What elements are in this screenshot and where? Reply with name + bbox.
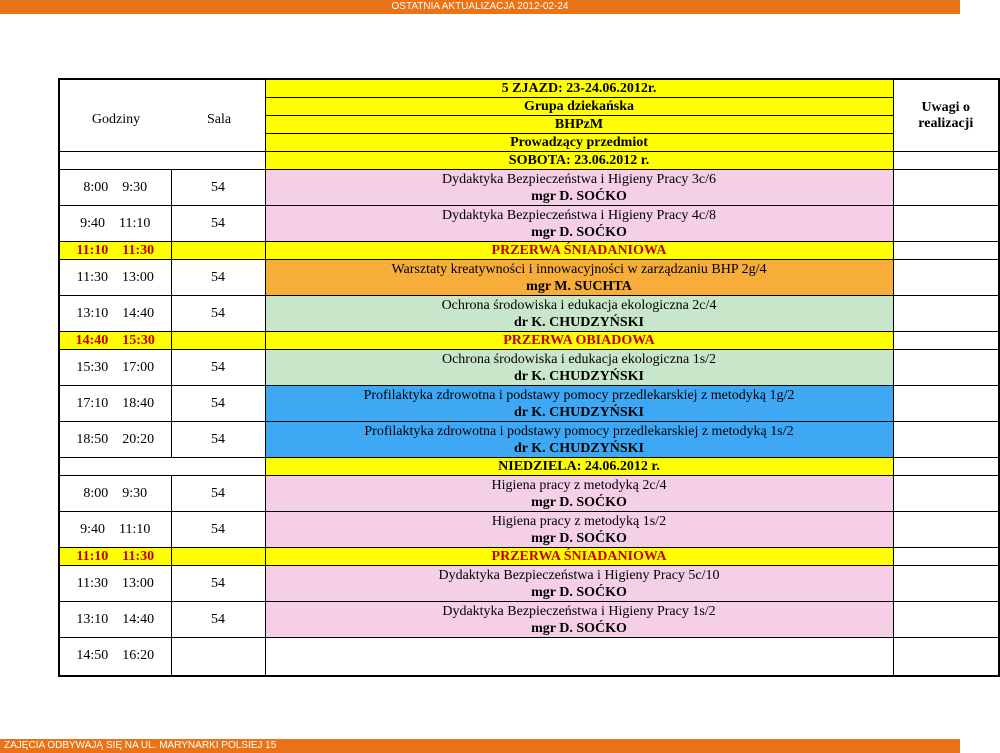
room-cell: 54	[171, 260, 265, 296]
subject-cell	[265, 512, 893, 548]
time-cell: 13:10 14:40	[59, 602, 171, 638]
uwagi-cell	[893, 602, 999, 638]
room-cell: 54	[171, 296, 265, 332]
schedule-table	[58, 78, 1000, 677]
uwagi-cell	[893, 422, 999, 458]
room-cell	[171, 548, 265, 566]
subject-cell	[265, 296, 893, 332]
schedule-row	[59, 296, 999, 332]
header-grupa: Grupa dziekańska	[265, 98, 893, 116]
uwagi-cell	[893, 566, 999, 602]
subject-name: Dydaktyka Bezpieczeństwa i Higieny Pracy 4c/8	[441, 207, 717, 223]
header-kierunek: BHPzM	[265, 116, 893, 134]
room-cell: 54	[171, 512, 265, 548]
day-spacer	[59, 152, 265, 170]
subject-cell	[265, 638, 893, 676]
day-row	[59, 152, 999, 170]
teacher-name: mgr D. SOĆKO	[531, 494, 627, 510]
time-cell: 11:30 13:00	[59, 260, 171, 296]
subject-cell	[265, 566, 893, 602]
uwagi-cell	[893, 242, 999, 260]
subject-cell	[265, 476, 893, 512]
schedule-row	[59, 332, 999, 350]
break-cell	[265, 332, 893, 350]
time-cell: 13:10 14:40	[59, 296, 171, 332]
uwagi-cell	[893, 170, 999, 206]
subject-name: Warsztaty kreatywności i innowacyjności w zarządzaniu BHP 2g/4	[391, 261, 767, 277]
zjazd-title: 5 ZJAZD: 23-24.06.2012r.	[265, 79, 893, 98]
header-uwagi: Uwagi o realizacji	[893, 79, 999, 152]
room-cell	[171, 332, 265, 350]
teacher-name: mgr D. SOĆKO	[531, 584, 627, 600]
room-cell: 54	[171, 476, 265, 512]
schedule-row	[59, 638, 999, 676]
break-label: PRZERWA OBIADOWA	[503, 333, 655, 348]
subject-name: Dydaktyka Bezpieczeństwa i Higieny Pracy 3c/6	[441, 171, 717, 187]
subject-name: Dydaktyka Bezpieczeństwa i Higieny Pracy 5c/10	[438, 567, 720, 583]
day-label: SOBOTA: 23.06.2012 r.	[265, 152, 893, 170]
break-cell	[265, 548, 893, 566]
room-cell: 54	[171, 170, 265, 206]
uwagi-cell	[893, 476, 999, 512]
subject-name: Ochrona środowiska i edukacja ekologiczna 2c/4	[441, 297, 717, 313]
schedule-row	[59, 512, 999, 548]
subject-name: Ochrona środowiska i edukacja ekologiczna 1s/2	[441, 351, 717, 367]
teacher-name: dr K. CHUDZYŃSKI	[513, 440, 645, 456]
teacher-name: dr K. CHUDZYŃSKI	[513, 368, 645, 384]
room-cell: 54	[171, 386, 265, 422]
schedule-row	[59, 350, 999, 386]
subject-cell	[265, 170, 893, 206]
subject-cell	[265, 422, 893, 458]
break-label: PRZERWA ŚNIADANIOWA	[491, 243, 667, 258]
bottom-banner: ZAJĘCIA ODBYWAJĄ SIĘ NA UL. MARYNARKI POLSIEJ 15	[0, 739, 960, 753]
teacher-name: mgr D. SOĆKO	[531, 188, 627, 204]
room-cell: 54	[171, 566, 265, 602]
room-cell: 54	[171, 422, 265, 458]
teacher-name: mgr M. SUCHTA	[526, 278, 632, 294]
time-cell: 9:40 11:10	[59, 512, 171, 548]
break-cell	[265, 242, 893, 260]
uwagi-cell	[893, 512, 999, 548]
room-cell	[171, 242, 265, 260]
schedule-row	[59, 602, 999, 638]
header-prowadzacy: Prowadzący przedmiot	[265, 134, 893, 152]
time-cell: 17:10 18:40	[59, 386, 171, 422]
top-banner: OSTATNIA AKTUALIZACJA 2012-02-24	[0, 0, 960, 14]
room-cell: 54	[171, 350, 265, 386]
time-cell: 8:00 9:30	[59, 476, 171, 512]
schedule-row	[59, 170, 999, 206]
room-cell: 54	[171, 602, 265, 638]
day-label: NIEDZIELA: 24.06.2012 r.	[265, 458, 893, 476]
time-cell: 14:50 16:20	[59, 638, 171, 676]
time-cell: 9:40 11:10	[59, 206, 171, 242]
schedule-row	[59, 242, 999, 260]
time-cell: 11:30 13:00	[59, 566, 171, 602]
time-cell: 15:30 17:00	[59, 350, 171, 386]
schedule-row	[59, 548, 999, 566]
subject-cell	[265, 206, 893, 242]
day-uwagi	[893, 152, 999, 170]
subject-cell	[265, 260, 893, 296]
schedule-row	[59, 206, 999, 242]
subject-name: Profilaktyka zdrowotna i podstawy pomocy przedlekarskiej z metodyką 1g/2	[363, 387, 795, 403]
time-cell: 11:10 11:30	[59, 242, 171, 260]
time-cell: 18:50 20:20	[59, 422, 171, 458]
uwagi-cell	[893, 638, 999, 676]
uwagi-cell	[893, 548, 999, 566]
uwagi-cell	[893, 296, 999, 332]
subject-name: Higiena pracy z metodyką 1s/2	[491, 513, 667, 529]
subject-cell	[265, 386, 893, 422]
schedule-row	[59, 260, 999, 296]
uwagi-cell	[893, 206, 999, 242]
room-cell: 54	[171, 206, 265, 242]
teacher-name: dr K. CHUDZYŃSKI	[513, 404, 645, 420]
room-cell	[171, 638, 265, 676]
time-cell: 8:00 9:30	[59, 170, 171, 206]
schedule-row	[59, 422, 999, 458]
teacher-name: mgr D. SOĆKO	[531, 224, 627, 240]
schedule-row	[59, 566, 999, 602]
time-cell: 14:40 15:30	[59, 332, 171, 350]
schedule-row	[59, 386, 999, 422]
schedule-row	[59, 476, 999, 512]
day-spacer	[59, 458, 265, 476]
break-label: PRZERWA ŚNIADANIOWA	[491, 549, 667, 564]
header-godziny: Godziny	[91, 112, 141, 127]
uwagi-cell	[893, 386, 999, 422]
subject-cell	[265, 350, 893, 386]
teacher-name: mgr D. SOĆKO	[531, 530, 627, 546]
uwagi-cell	[893, 260, 999, 296]
day-row	[59, 458, 999, 476]
subject-name: Profilaktyka zdrowotna i podstawy pomocy przedlekarskiej z metodyką 1s/2	[364, 423, 794, 439]
header-sala: Sala	[206, 112, 232, 127]
uwagi-cell	[893, 332, 999, 350]
subject-cell	[265, 602, 893, 638]
subject-name: Dydaktyka Bezpieczeństwa i Higieny Pracy 1s/2	[442, 603, 716, 619]
day-uwagi	[893, 458, 999, 476]
teacher-name: dr K. CHUDZYŃSKI	[513, 314, 645, 330]
uwagi-cell	[893, 350, 999, 386]
subject-name: Higiena pracy z metodyką 2c/4	[491, 477, 667, 493]
time-cell: 11:10 11:30	[59, 548, 171, 566]
teacher-name: mgr D. SOĆKO	[531, 620, 627, 636]
